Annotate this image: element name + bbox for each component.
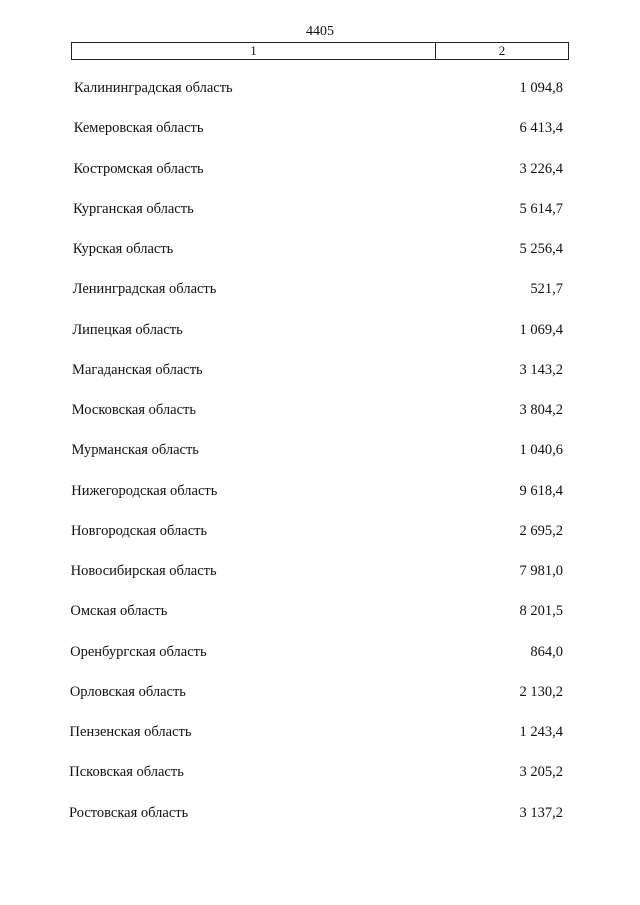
table-row [73,159,563,179]
region-name: Псковская область [69,764,184,781]
column-header-1: 1 [72,43,436,59]
table-row [70,642,563,662]
table-row [72,440,564,460]
region-name: Новгородская область [70,522,208,539]
region-value: 1 040,6 [519,442,563,459]
table-row [73,279,563,299]
page-number: 4405 [306,24,334,39]
region-name: Нижегородская область [71,482,218,499]
table-row [73,199,563,219]
region-name: Новосибирская область [70,563,217,579]
region-name: Мурманская область [71,442,199,459]
column-header-2: 2 [498,43,506,58]
region-name: Магаданская область [72,361,203,378]
table-row [72,360,563,380]
region-name: Ростовская область [69,804,189,821]
region-name: Ленинградская область [72,281,217,298]
table-row [72,400,563,420]
region-name: Оренбургская область [70,643,207,660]
region-name: Курская область [72,241,174,257]
region-value: 2 130,2 [519,683,563,700]
table-row [69,762,563,782]
region-value: 864,0 [530,643,563,660]
region-value: 5 256,4 [519,241,563,257]
table-row [71,481,563,501]
region-name: Костромская область [73,160,204,177]
region-value: 7 981,0 [519,563,563,579]
table-row [71,521,563,541]
table-row [74,78,563,98]
table-row [70,682,563,702]
table-row [72,320,563,340]
region-value: 8 201,5 [519,603,563,620]
region-name: Курганская область [73,200,194,217]
region-value: 9 618,4 [519,482,563,499]
table-row [73,239,563,259]
table-row [74,118,563,138]
region-value: 2 695,2 [519,522,563,539]
region-value: 3 205,2 [519,764,563,781]
region-name: Омская область [70,603,168,620]
region-value: 3 226,4 [519,160,563,177]
region-name: Кемеровская область [73,120,204,137]
region-value: 1 069,4 [519,321,563,338]
region-name: Липецкая область [72,321,183,338]
region-value: 3 143,2 [519,361,563,378]
table-row [71,561,563,581]
column-header-table [71,42,569,60]
table-row [69,803,563,823]
region-value: 3 137,2 [519,804,563,821]
table-row [70,722,563,742]
table-row [70,601,563,621]
region-value: 1 243,4 [519,724,563,740]
region-value: 6 413,4 [519,120,563,137]
region-value: 5 614,7 [519,200,563,217]
region-name: Калининградская область [74,80,233,96]
region-value: 1 094,8 [519,80,563,96]
region-name: Орловская область [69,683,186,700]
region-value: 521,7 [530,281,563,298]
region-name: Московская область [71,402,196,418]
region-name: Пензенская область [69,724,192,740]
region-value: 3 804,2 [519,402,563,418]
